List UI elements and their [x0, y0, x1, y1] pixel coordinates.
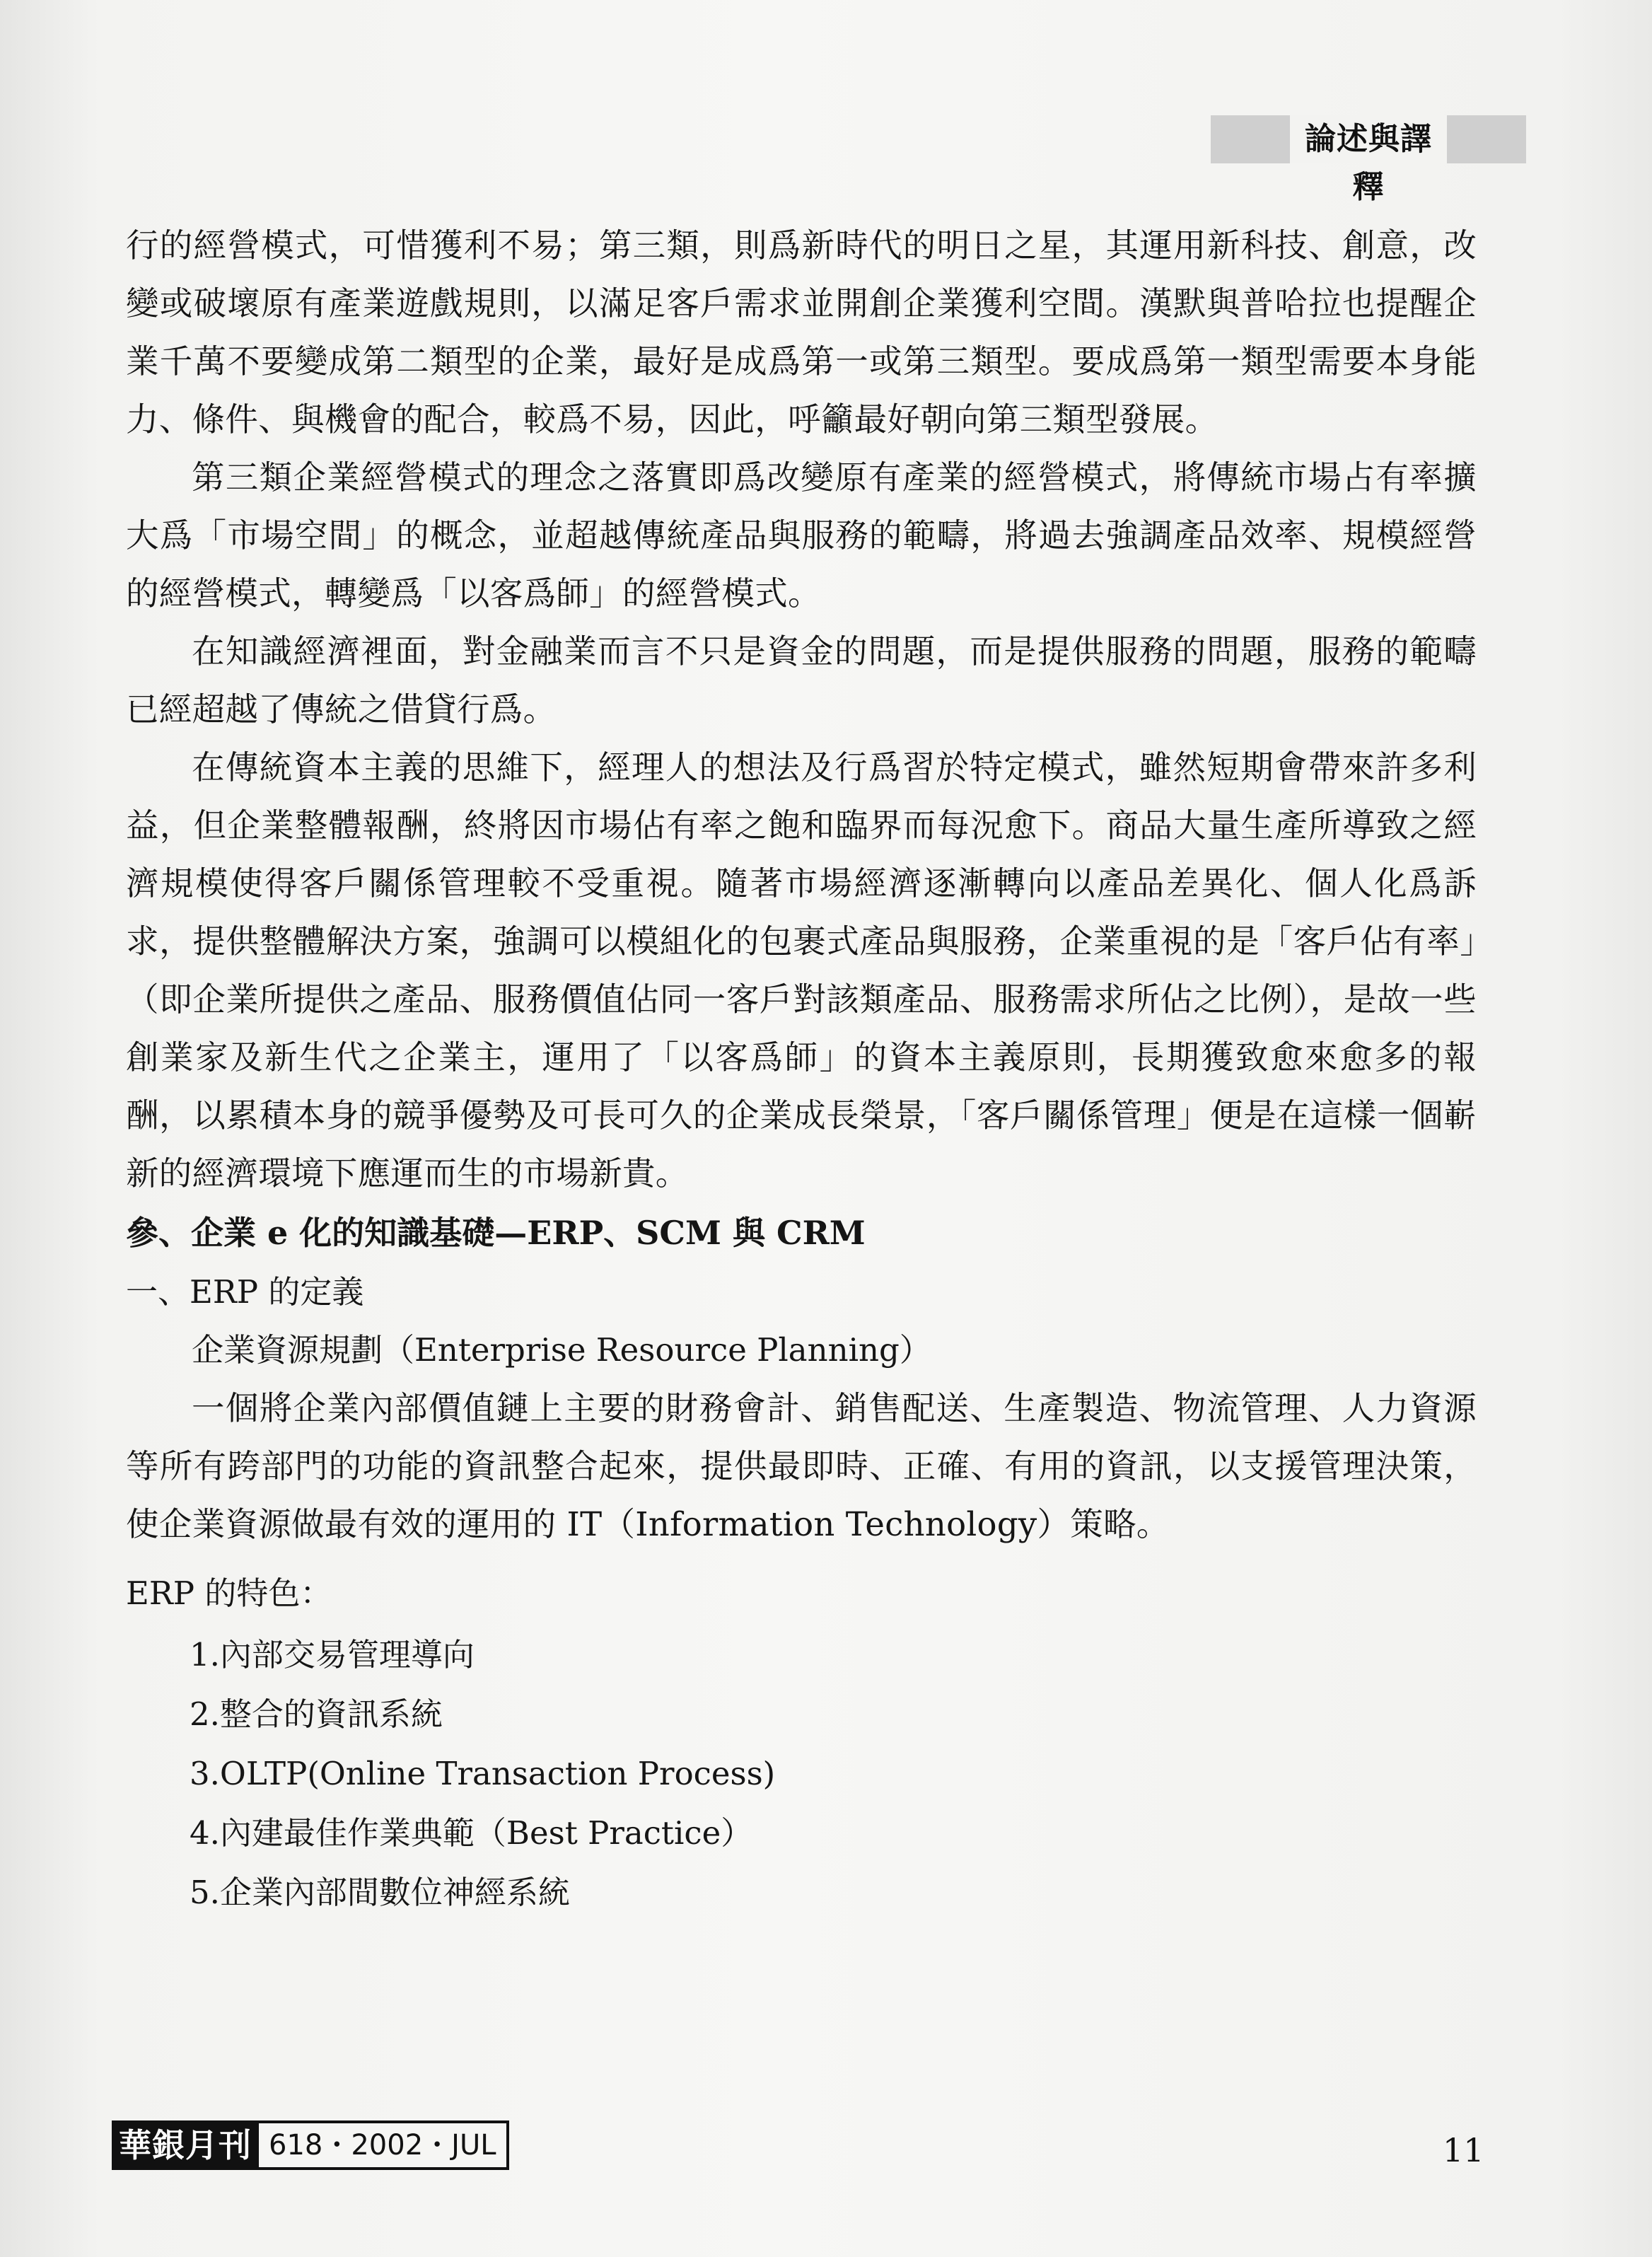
definition-text: 一個將企業內部價值鏈上主要的財務會計、銷售配送、生產製造、物流管理、人力資源等所有跨部門的功能的資訊整合起來，提供最即時、正確、有用的資訊，以支援管理決策，使企業資源做最有效的運用的 IT（Information Technology）策略。	[126, 1389, 1477, 1543]
paragraph: 在傳統資本主義的思維下，經理人的想法及行爲習於特定模式，雖然短期會帶來許多利益，但企業整體報酬，終將因市場佔有率之飽和臨界而每況愈下。商品大量生產所導致之經濟規模使得客戶關係管理較不受重視。隨著市場經濟逐漸轉向以產品差異化、個人化爲訴求，提供整體解決方案，強調可以模組化的包裹式產品與服務，企業重視的是「客戶佔有率」（即企業所提供之產品、服務價值佔同一客戶對該類產品、服務需求所佔之比例），是故一些創業家及新生代之企業主，運用了「以客爲師」的資本主義原則，長期獲致愈來愈多的報酬，以累積本身的競爭優勢及可長可久的企業成長榮景，「客戶關係管理」便是在這樣一個嶄新的經濟環境下應運而生的市場新貴。	[126, 748, 1477, 1193]
list-item: 2.整合的資訊系統	[190, 1695, 443, 1733]
definition-title: 企業資源規劃（Enterprise Resource Planning）	[192, 1331, 931, 1369]
paragraph: 在知識經濟裡面，對金融業而言不只是資金的問題，而是提供服務的問題，服務的範疇已經超越了傳統之借貸行爲。	[126, 632, 1477, 729]
magazine-badge	[112, 2120, 509, 2170]
section-tag	[1211, 115, 1526, 205]
sub-heading: 一、ERP 的定義	[126, 1273, 364, 1311]
paragraph: 第三類企業經營模式的理念之落實即爲改變原有產業的經營模式，將傳統市場占有率擴大爲「市場空間」的概念，並超越傳統產品與服務的範疇，將過去強調產品效率、規模經營的經營模式，轉變爲「以客爲師」的經營模式。	[126, 458, 1477, 613]
list-item: 5.企業內部間數位神經系統	[190, 1874, 570, 1911]
list-item: 3.OLTP(Online Transaction Process)	[190, 1755, 776, 1792]
paragraph: 行的經營模式，可惜獲利不易；第三類，則爲新時代的明日之星，其運用新科技、創意，改變或破壞原有產業遊戲規則，以滿足客戶需求並開創企業獲利空間。漢默與普哈拉也提醒企業千萬不要變成第二類型的企業，最好是成爲第一或第三類型。要成爲第一類型需要本身能力、條件、與機會的配合，較爲不易，因此，呼籲最好朝向第三類型發展。	[126, 226, 1477, 439]
feature-list	[126, 1625, 1477, 1922]
magazine-name: 華銀月刊	[112, 2120, 259, 2170]
section-heading: 參、企業 e 化的知識基礎—ERP、SCM 與 CRM	[126, 1214, 866, 1252]
page-number: 11	[1443, 2131, 1484, 2169]
list-item: 1.內部交易管理導向	[190, 1636, 475, 1673]
features-title: ERP 的特色：	[126, 1574, 332, 1612]
list-item: 4.內建最佳作業典範（Best Practice）	[190, 1814, 753, 1852]
magazine-issue: 618・2002・JUL	[259, 2120, 509, 2170]
section-tag-label: 論述與譯釋	[1290, 115, 1447, 163]
article-body	[126, 216, 1477, 1922]
